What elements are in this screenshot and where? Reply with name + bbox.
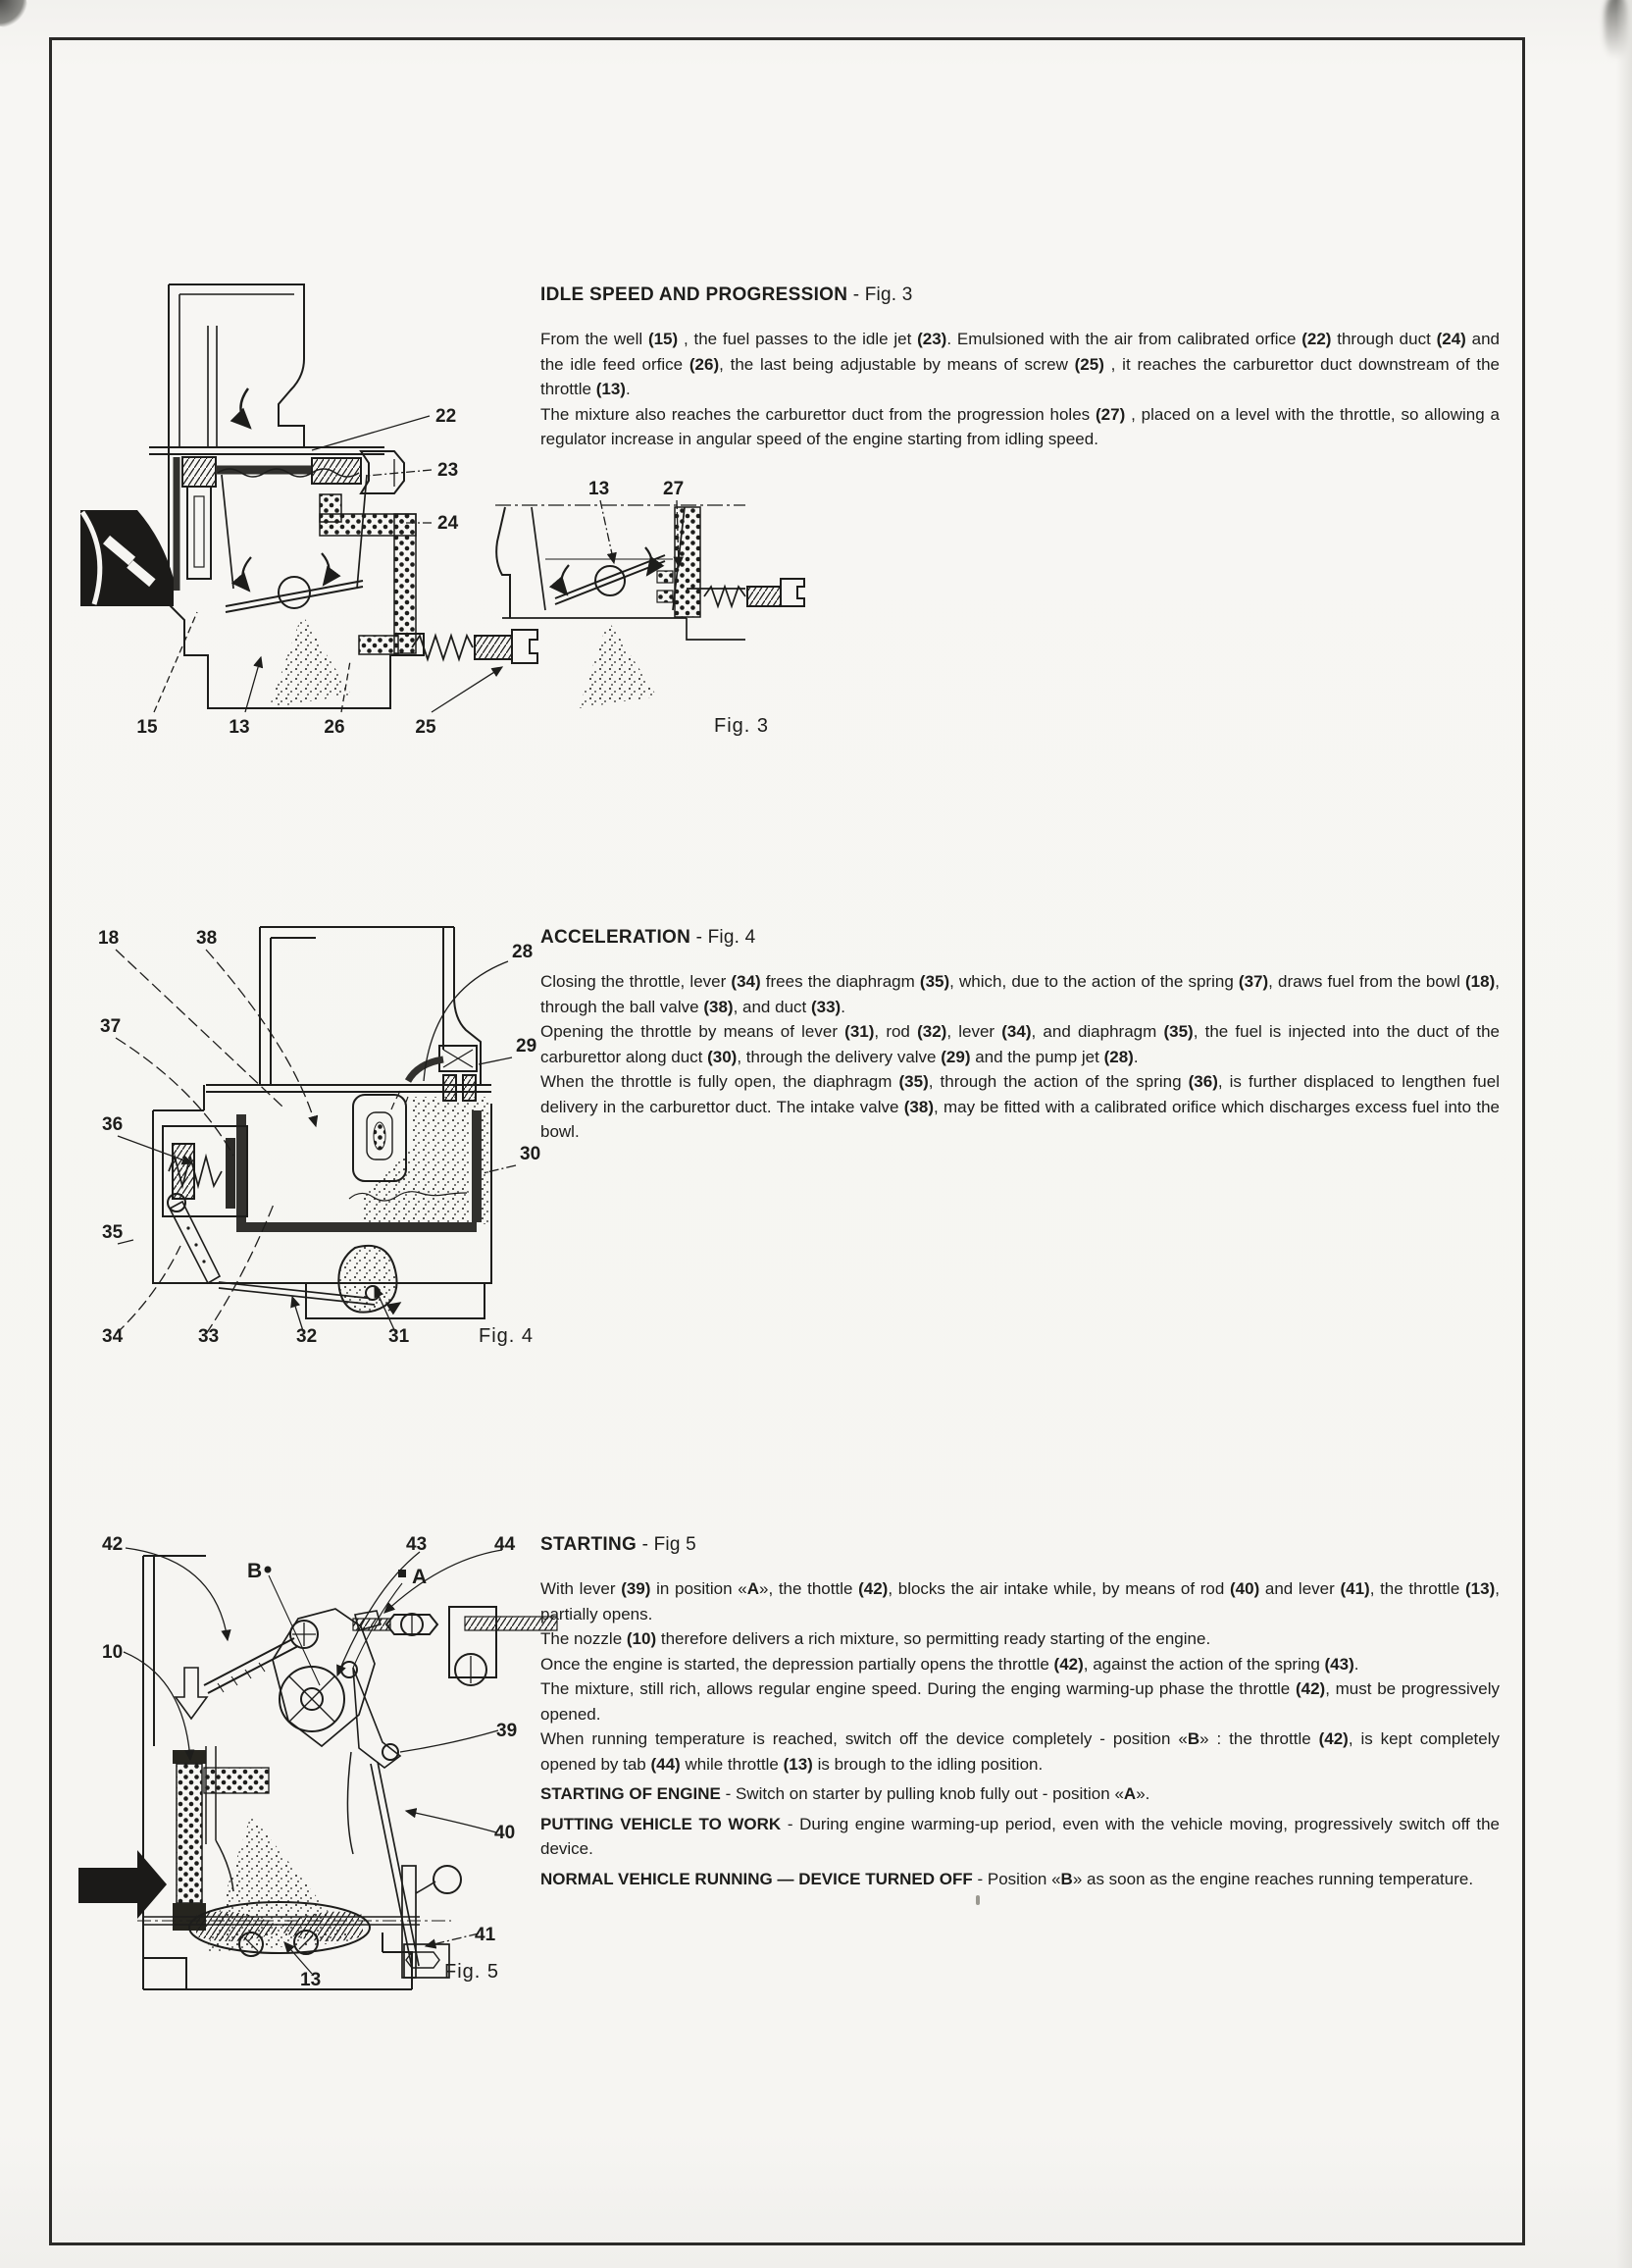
progression-hole: [657, 591, 673, 602]
paragraph: PUTTING VEHICLE TO WORK - During engine warming-up period, even with the vehicle moving, progressively switch off the device.: [540, 1814, 1500, 1858]
part-label: 43: [406, 1534, 428, 1555]
throttle-cam: [338, 1246, 396, 1313]
part-label: 13: [588, 479, 610, 499]
diaphragm: [226, 1138, 235, 1209]
part-label: 36: [102, 1114, 124, 1135]
fig4-text-block: [540, 925, 1500, 1145]
screw-threads: [747, 587, 781, 606]
part-label: 25: [415, 717, 436, 738]
fig3-text-block: [540, 283, 1500, 452]
deck-line: [149, 447, 384, 454]
flow-arrow-icon: [242, 557, 251, 591]
part-label: 32: [296, 1326, 318, 1347]
part-label: 38: [196, 928, 218, 949]
flow-arrow-icon: [561, 565, 569, 594]
part-label: 24: [437, 513, 459, 534]
part-label: 18: [98, 928, 120, 949]
part-label: 37: [100, 1016, 122, 1037]
position-marker: B: [247, 1560, 263, 1582]
paragraph: The mixture, still rich, allows regular engine speed. During the enging warming-up phase the throttle (42), must be progressively opened.: [540, 1679, 1500, 1724]
part-label: 31: [388, 1326, 410, 1347]
part-label: 13: [229, 717, 250, 738]
fig3-small-cutaway: [495, 505, 804, 708]
fig3-caption: Fig. 3: [714, 715, 770, 737]
fuel-spray: [579, 620, 657, 708]
spring-retainer: [173, 1144, 194, 1199]
screw-spring: [704, 587, 745, 606]
choke-plate: [204, 1638, 298, 1693]
fig4-section-heading: ACCELERATION - Fig. 4: [540, 927, 756, 948]
part-label: 34: [102, 1326, 124, 1347]
paragraph: From the well (15) , the fuel passes to the idle jet (23). Emulsioned with the air from calibrated orfice (22) through duct (24) and the idle feed orfice (26), the last being adjustable by means of screw (25) , it reaches the carburettor duct downstream of the throttle (13).: [540, 330, 1500, 398]
paragraph: When running temperature is reached, switch off the device completely - position «B» : the throttle (42), is kept completely opened by tab (44) while throttle (13) is brough to the idling position.: [540, 1729, 1500, 1774]
starter-mixture-duct: [204, 1768, 269, 1793]
air-horn-body: [169, 284, 304, 447]
fig4-cutaway: [153, 927, 491, 1318]
scan-edge-shadow: [1616, 0, 1632, 2268]
idle-screw-threads: [475, 636, 512, 659]
progression-hole: [657, 571, 673, 583]
part-label: 39: [496, 1721, 518, 1741]
paragraph: NORMAL VEHICLE RUNNING — DEVICE TURNED OFF - Position «B» as soon as the engine reaches running temperature.: [540, 1869, 1474, 1888]
fig5-caption: Fig. 5: [444, 1961, 500, 1983]
part-label: 28: [512, 942, 534, 962]
part-label: 27: [663, 479, 685, 499]
emulsion-well-tube: [187, 487, 211, 579]
pump-lever: [170, 1202, 220, 1283]
starter-lever: [353, 1668, 400, 1768]
paragraph: Opening the throttle by means of lever (31), rod (32), lever (34), and diaphragm (35), the fuel is injected into the duct of the carburettor along duct (30), through the delivery valve (29) and the pump jet (28).: [540, 1022, 1500, 1066]
flow-arrow-icon: [322, 553, 330, 585]
scan-corner-artifact: [0, 0, 27, 27]
paragraph: Once the engine is started, the depression partially opens the throttle (42), against the action of the spring (43).: [540, 1654, 1359, 1674]
emulsion-well-threads: [182, 457, 216, 487]
part-label: 44: [494, 1534, 516, 1555]
airflow-arrow-icon: [78, 1850, 167, 1919]
part-label: 33: [198, 1326, 220, 1347]
fig3-main-cutaway: [80, 284, 537, 708]
fuel-spray: [269, 614, 351, 708]
part-label: 10: [102, 1642, 124, 1663]
part-label: 40: [494, 1823, 516, 1843]
fig3-small-leaders: [600, 500, 679, 567]
position-marker: A: [412, 1566, 428, 1588]
paragraph: Closing the throttle, lever (34) frees the diaphragm (35), which, due to the action of the spring (37), draws fuel from the bowl (18), through the ball valve (38), and duct (33).: [540, 972, 1500, 1016]
paragraph: When the throttle is fully open, the diaphragm (35), through the action of the spring (36), is further displaced to lengthen fuel delivery in the carburettor duct. The intake valve (38), may be fitted with a calibrated orifice which discharges excess fuel into the bowl.: [540, 1072, 1500, 1141]
idle-screw-head: [512, 630, 537, 663]
part-label: 42: [102, 1534, 124, 1555]
part-label: 22: [435, 406, 457, 427]
fuel-in-bowl: [361, 1097, 488, 1224]
paragraph: With lever (39) in position «A», the thottle (42), blocks the air intake while, by means of rod (40) and lever (41), the throttle (13), partially opens.: [540, 1579, 1500, 1624]
part-label: 41: [475, 1925, 496, 1945]
fig5-section-heading: STARTING - Fig 5: [540, 1534, 696, 1555]
screw-head: [781, 579, 804, 606]
fig5-diagram: [59, 1521, 559, 2031]
part-label: 15: [136, 717, 158, 738]
part-label: 30: [520, 1144, 541, 1164]
fig4-diagram: [59, 902, 549, 1373]
throttle-plate: [555, 555, 665, 604]
fig3-section-heading: IDLE SPEED AND PROGRESSION - Fig. 3: [540, 284, 913, 305]
scan-speck: [976, 1895, 980, 1905]
lever-ball-knob: [434, 1866, 461, 1893]
fig4-caption: Fig. 4: [479, 1325, 535, 1347]
paragraph: STARTING OF ENGINE - Switch on starter by pulling knob fully out - position «A».: [540, 1784, 1150, 1803]
part-label: 35: [102, 1222, 124, 1243]
part-label: 13: [300, 1970, 322, 1990]
air-flow-arrow-icon: [240, 388, 250, 428]
paragraph: The mixture also reaches the carburettor duct from the progression holes (27) , placed on a level with the throttle, so allowing a regulator increase in angular speed of the engine starting from idling speed.: [540, 404, 1501, 448]
fig5-text-block: [540, 1532, 1500, 1891]
connecting-rod: [371, 1762, 419, 1968]
starter-fuel-tube: [177, 1764, 202, 1903]
part-label: 26: [324, 717, 345, 738]
paragraph: The nozzle (10) therefore delivers a rich mixture, so permitting ready starting of the engine.: [540, 1629, 1211, 1648]
part-label: 29: [516, 1036, 537, 1057]
part-label: 23: [437, 460, 459, 481]
idle-jet-threads: [312, 458, 361, 484]
